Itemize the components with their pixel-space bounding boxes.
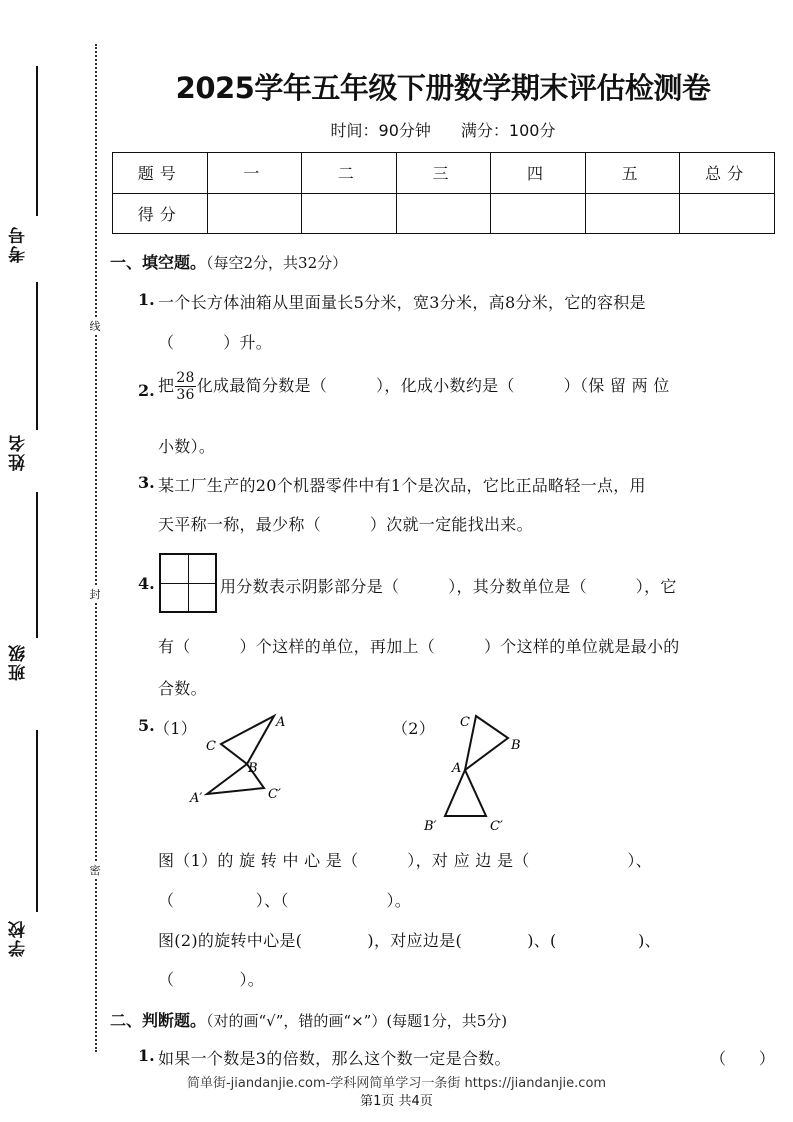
q2-fraction-denominator: 36 — [176, 387, 195, 403]
score-table-cell[interactable] — [585, 193, 680, 234]
seal-char-line: 线 — [85, 318, 105, 334]
footer-watermark: 简单街-jiandanjie.com-学科网简单学习一条街 https://jiandanjie.com — [186, 1076, 607, 1091]
score-table-cell: 五 — [585, 153, 680, 194]
q5-number: 5. — [138, 716, 155, 735]
q4-grid-horizontal-divider — [161, 583, 215, 584]
score-table-cell: 一 — [207, 153, 302, 194]
q5-figure-1-label: （1） — [154, 719, 198, 738]
score-table-cell[interactable] — [396, 193, 491, 234]
page-title: 2025学年五年级下册数学期末评估检测卷 — [175, 71, 711, 105]
q5-figure-2-label: （2） — [392, 719, 436, 738]
binding-label-school: 学校 — [9, 919, 29, 957]
judge-q1-answer-blank[interactable]: （ ） — [710, 1049, 776, 1068]
q4-text-line1: 用分数表示阴影部分是（ ），其分数单位是（ ），它 — [220, 577, 677, 596]
q2-suffix: 化成最简分数是（ ），化成小数约是（ ）（保 留 两 位 — [196, 376, 670, 395]
binding-line-name — [36, 282, 38, 430]
section-1-note: （每空2分，共32分） — [206, 254, 348, 272]
exam-full-score: 满分：100分 — [460, 121, 556, 140]
q2-fraction-numerator: 28 — [176, 370, 195, 386]
figure-1-point-label: C — [206, 739, 216, 754]
q2-text-line2: 小数）。 — [158, 437, 216, 456]
q4-text-line3: 合数。 — [158, 679, 207, 698]
score-table-cell[interactable] — [491, 193, 586, 234]
q2-number: 2. — [138, 381, 155, 400]
q2-fraction — [175, 370, 195, 403]
figure-2-triangle-ab1c1 — [445, 770, 486, 816]
q1-text-line1: 一个长方体油箱从里面量长5分米，宽3分米，高8分米，它的容积是 — [158, 293, 646, 312]
q3-text-line2: 天平称一称，最少称（ ）次就一定能找出来。 — [158, 515, 533, 534]
score-table-cell: 四 — [491, 153, 586, 194]
q1-text-line2: （ ）升。 — [158, 333, 273, 352]
binding-label-name: 姓名 — [9, 433, 29, 471]
figure-1-point-label: A′ — [190, 791, 203, 806]
q5-text-line3: 图(2)的旋转中心是( )，对应边是( )、( )、 — [158, 931, 661, 950]
score-table-cell: 总分 — [680, 153, 775, 194]
score-table-header-row — [113, 153, 775, 194]
figure-2-triangle-abc — [465, 716, 508, 770]
figure-2-point-label: A — [452, 761, 462, 776]
q5-text-line4: （ ）。 — [158, 970, 265, 989]
judge-q1-text: 如果一个数是3的倍数，那么这个数一定是合数。 — [158, 1049, 511, 1068]
section-1-title: 一、填空题。 — [110, 253, 207, 272]
figure-2-point-label: C — [460, 715, 470, 730]
q5-text-line2: （ ）、（ ）。 — [158, 891, 412, 910]
figure-1-point-label: B — [248, 761, 258, 776]
figure-1-point-label: C′ — [268, 787, 281, 802]
q2-prefix: 把 — [158, 376, 175, 395]
binding-label-exam-number: 考号 — [9, 225, 29, 263]
q2-text-line1 — [158, 370, 670, 403]
seal-char-secret: 密 — [85, 862, 105, 878]
figure-1-triangle-abc — [221, 716, 274, 764]
binding-line-exam-number — [36, 66, 38, 216]
score-table-score-row — [113, 193, 775, 234]
section-1-heading — [110, 250, 347, 273]
section-2-heading — [110, 1008, 507, 1031]
figure-2-point-label: B′ — [424, 819, 437, 834]
exam-time: 时间：90分钟 — [330, 121, 431, 140]
score-table-cell[interactable] — [680, 193, 775, 234]
section-2-title: 二、判断题。 — [110, 1011, 207, 1030]
seal-char-seal: 封 — [85, 586, 105, 602]
score-table-cell: 三 — [396, 153, 491, 194]
q4-text-line2: 有（ ）个这样的单位，再加上（ ）个这样的单位就是最小的 — [158, 637, 680, 656]
section-2-note: （对的画“√”，错的画“×”）(每题1分，共5分) — [206, 1012, 508, 1030]
score-table-cell[interactable] — [207, 193, 302, 234]
figure-2-point-label: B — [511, 738, 521, 753]
exam-info — [110, 118, 776, 141]
score-table-cell: 题号 — [113, 153, 208, 194]
binding-line-class — [36, 492, 38, 638]
score-table-cell: 二 — [302, 153, 397, 194]
q5-text-line1: 图（1）的 旋 转 中 心 是（ ），对 应 边 是（ ）、 — [158, 851, 652, 870]
footer-page-number: 第1页 共4页 — [360, 1094, 433, 1109]
figure-1-point-label: A — [276, 715, 286, 730]
q4-number: 4. — [138, 574, 155, 593]
judge-q1-number: 1. — [138, 1046, 155, 1065]
q5-figure-1-diagram — [180, 706, 310, 816]
seal-dotted-line — [95, 44, 97, 1052]
q4-square-grid — [159, 553, 217, 613]
figure-2-point-label: C′ — [490, 819, 503, 834]
binding-line-school — [36, 730, 38, 912]
binding-label-class: 班级 — [9, 643, 29, 681]
q3-text-line1: 某工厂生产的20个机器零件中有1个是次品，它比正品略轻一点，用 — [158, 476, 646, 495]
q5-figure-2-diagram — [418, 706, 528, 836]
score-table — [112, 152, 775, 234]
score-table-cell[interactable] — [302, 193, 397, 234]
q1-number: 1. — [138, 290, 155, 309]
score-table-cell: 得分 — [113, 193, 208, 234]
q3-number: 3. — [138, 473, 155, 492]
